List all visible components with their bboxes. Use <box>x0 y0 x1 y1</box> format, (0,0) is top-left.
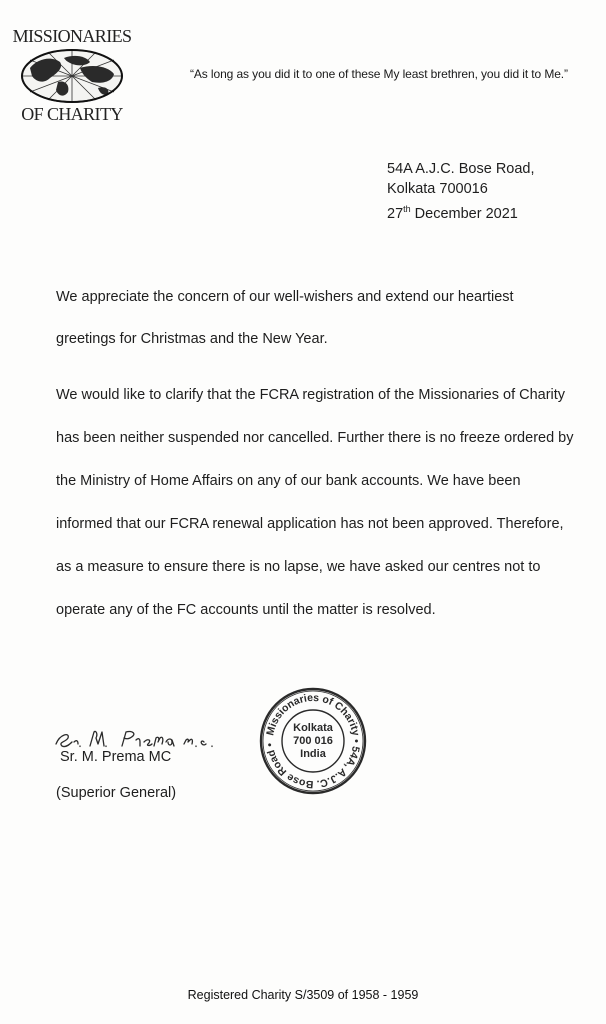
date-day: 27 <box>387 205 404 222</box>
body-line: informed that our FCRA renewal application has not been approved. Therefore, <box>56 516 564 532</box>
letter-date <box>387 199 535 224</box>
stamp-city: Kolkata <box>293 722 333 734</box>
body-line: greetings for Christmas and the New Year. <box>56 331 328 347</box>
body-line: We would like to clarify that the FCRA registration of the Missionaries of Charity <box>56 387 566 403</box>
body-line: We appreciate the concern of our well-wishers and extend our heartiest <box>56 289 514 305</box>
address-street: 54A A.J.C. Bose Road, <box>387 161 535 177</box>
stamp-ring-text: Missionaries of Charity • 54A, A.J.C. Bose Road • <box>264 691 363 791</box>
stamp-pin: 700 016 <box>293 735 333 747</box>
registration-footer: Registered Charity S/3509 of 1958 - 1959 <box>187 988 419 1002</box>
address-city: Kolkata 700016 <box>387 181 488 197</box>
body-line: has been neither suspended nor cancelled. Further there is no freeze ordered by <box>56 430 574 446</box>
body-line: the Ministry of Home Affairs on any of our bank accounts. We have been <box>56 473 521 489</box>
body-line: operate any of the FC accounts until the matter is resolved. <box>56 602 436 618</box>
date-suffix: th <box>403 204 411 214</box>
body-line: as a measure to ensure there is no lapse, we have asked our centres not to <box>56 559 541 575</box>
organization-logo <box>12 26 132 124</box>
address-block <box>387 159 535 224</box>
logo-text-top: MISSIONARIES <box>12 26 132 46</box>
stamp-country: India <box>300 748 326 760</box>
official-stamp <box>258 686 368 796</box>
signatory-title: (Superior General) <box>56 785 177 801</box>
globe-icon <box>20 48 124 104</box>
letterhead-motto: “As long as you did it to one of these My least brethren, you did it to Me.” <box>190 67 568 81</box>
logo-text-bottom: OF CHARITY <box>21 104 123 124</box>
date-month-year: December 2021 <box>410 205 518 222</box>
signatory-name: Sr. M. Prema MC <box>60 749 172 765</box>
